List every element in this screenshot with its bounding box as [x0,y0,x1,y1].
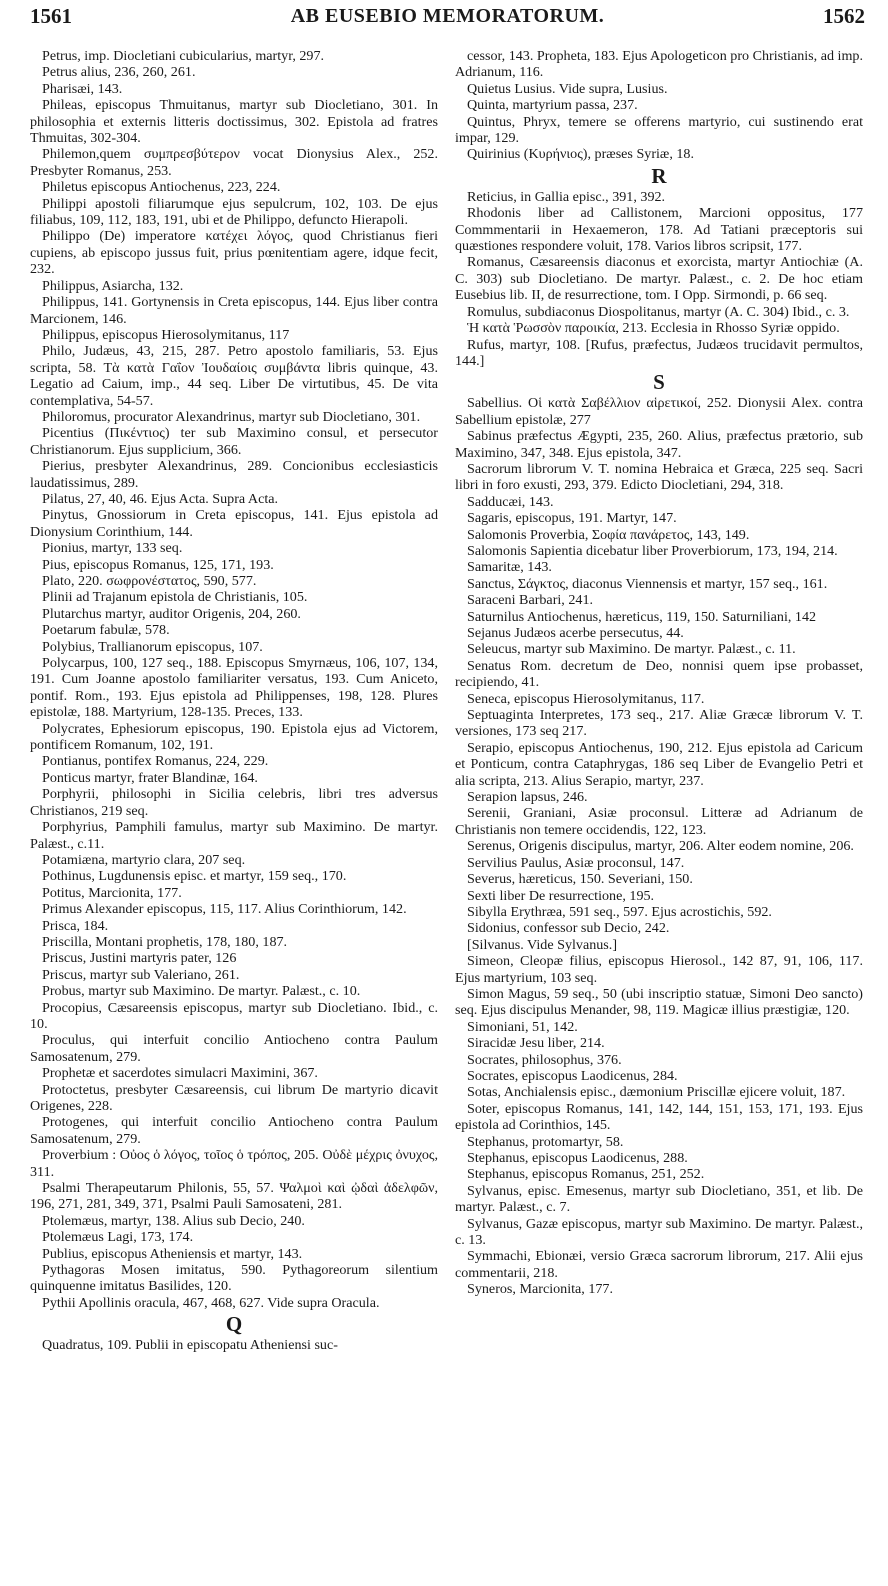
index-entry: Servilius Paulus, Asiæ proconsul, 147. [467,854,685,871]
index-entry: Poetarum fabulæ, 578. [42,622,170,639]
index-entry: Sabellius. Οἱ κατὰ Σαβέλλιον αἱρετικοί, 252. Dionysii Alex. contra Sabellium epistolæ, 277 [455,395,863,428]
index-entry: Pythii Apollinis oracula, 467, 468, 627. Vide supra Oracula. [42,1294,380,1311]
index-entry: Prisca, 184. [42,917,109,934]
index-entry: Siracidæ Jesu liber, 214. [467,1035,605,1052]
left-column [30,48,438,1354]
index-entry: Quirinius (Κυρήνιος), præses Syriæ, 18. [467,146,695,163]
index-entry: Salomonis Sapientia dicebatur liber Proverbiorum, 173, 194, 214. [467,542,838,559]
index-entry: Serapion lapsus, 246. [467,789,588,806]
index-entry: Procopius, Cæsareensis episcopus, martyr sub Diocletiano. Ibid., c. 10. [30,999,438,1032]
index-entry: Polybius, Trallianorum episcopus, 107. [42,638,263,655]
index-entry: Sotas, Anchialensis episc., dæmonium Priscillæ ejicere voluit, 187. [467,1084,846,1101]
index-entry: Pothinus, Lugdunensis episc. et martyr, 159 seq., 170. [42,868,347,885]
index-entry: Priscilla, Montani prophetis, 178, 180, 187. [42,933,288,950]
index-entry: Plutarchus martyr, auditor Origenis, 204, 260. [42,605,301,622]
index-entry: Petrus alius, 236, 260, 261. [42,64,196,81]
index-entry: Pius, episcopus Romanus, 125, 171, 193. [42,556,274,573]
index-entry: Quadratus, 109. Publii in episcopatu Atheniensi suc- [42,1337,338,1354]
index-entry: Seleucus, martyr sub Maximino. De martyr. Palæst., c. 11. [467,641,796,658]
index-entry: Petrus, imp. Diocletiani cubicularius, martyr, 297. [42,48,325,64]
index-entry: Ἡ κατὰ Ῥωσσὸν παροικία, 213. Ecclesia in Rhosso Syriæ oppido. [467,320,840,337]
index-entry: Socrates, philosophus, 376. [467,1051,622,1068]
index-entry: Sejanus Judæos acerbe persecutus, 44. [467,625,684,641]
index-entry: Ptolemæus Lagi, 173, 174. [42,1229,194,1246]
index-entry: Pilatus, 27, 40, 46. Ejus Acta. Supra Acta. [42,490,279,507]
index-entry: Plinii ad Trajanum epistola de Christianis, 105. [42,589,308,606]
running-title: AB EUSEBIO MEMORATORUM. [290,5,605,27]
section-letter: Q [225,1312,243,1337]
index-entry: Symmachi, Ebionæi, versio Græca sacrorum librorum, 217. Alii ejus commentarii, 218. [455,1248,863,1281]
index-entry: Severus, hæreticus, 150. Severiani, 150. [467,871,693,888]
index-entry: Sibylla Erythræa, 591 seq., 597. Ejus acrostichis, 592. [467,903,772,920]
index-entry: Reticius, in Gallia episc., 391, 392. [467,188,666,205]
index-entry: Pharisæi, 143. [42,80,123,97]
index-entry: Serapio, episcopus Antiochenus, 190, 212. Ejus epistola ad Caricum et Ponticum, contra Cataphrygas, 186 seq Liber de Evangelio Petri et alia scripta, 213. Alius Serapio, martyr, 237. [455,739,863,789]
index-entry: Porphyrius, Pamphili famulus, martyr sub Maximino. De martyr. Palæst., c.11. [30,819,438,852]
index-entry: Porphyrii, philosophi in Sicilia celebris, libri tres adversus Christianos, 219 seq. [30,786,438,819]
index-entry: Sadducæi, 143. [467,493,554,510]
index-entry: Romulus, subdiaconus Diospolitanus, martyr (A. C. 304) Ibid., c. 3. [467,303,850,320]
index-entry: Saraceni Barbari, 241. [467,592,594,609]
index-entry: Philoromus, procurator Alexandrinus, martyr sub Diocletiano, 301. [42,408,421,425]
index-entry: Protoctetus, presbyter Cæsareensis, cui librum De martyrio dicavit Origenes, 228. [30,1081,438,1114]
index-entry: Sagaris, episcopus, 191. Martyr, 147. [467,510,677,527]
index-entry: Philippi apostoli filiarumque ejus sepulcrum, 102, 103. De ejus filiabus, 109, 112, 183, 191, ubi et de Philippo, defuncto Hierapoli. [30,195,438,229]
index-entry: Polycrates, Ephesiorum episcopus, 190. Epistola ejus ad Victorem, pontificem Romanum, 102, 191. [30,720,438,754]
index-entry: Sylvanus, Gazæ episcopus, martyr sub Maximino. De martyr. Palæst., c. 13. [455,1215,863,1249]
index-entry: Philetus episcopus Antiochenus, 223, 224. [42,179,281,196]
index-entry: Sylvanus, episc. Emesenus, martyr sub Diocletiano, 351, et lib. De martyr. Palæst., c. 7. [455,1182,863,1216]
index-entry: Potamiæna, martyrio clara, 207 seq. [42,851,246,868]
index-entry: Quietus Lusius. Vide supra, Lusius. [467,80,668,97]
index-entry: Pionius, martyr, 133 seq. [42,540,183,557]
index-entry: Pierius, presbyter Alexandrinus, 289. Concionibus ecclesiasticis laudatissimus, 289. [30,458,438,491]
index-entry: Proculus, qui interfuit concilio Antiocheno contra Paulum Samosatenum, 279. [30,1032,438,1065]
index-entry: Polycarpus, 100, 127 seq., 188. Episcopus Smyrnæus, 106, 107, 134, 191. Cum Joanne apostolo familiariter versatus, 193. Cum Aniceto, pontif. Rom., 193. Ejus epistola ad Philippenses, 198, 128. Plures epistolæ, 188. Martyrium, 128-135. Preces, 133. [30,655,438,721]
index-entry: Simoniani, 51, 142. [467,1018,578,1035]
index-entry: Prophetæ et sacerdotes simulacri Maximini, 367. [42,1065,318,1082]
index-entry: Rufus, martyr, 108. [Rufus, præfectus, Judæos trucidavit permultos, 144.] [455,336,863,369]
index-entry: Senatus Rom. decretum de Deo, nonnisi quem ipse probasset, recipiendo, 41. [455,657,863,691]
index-entry: Philippus, Asiarcha, 132. [42,277,184,294]
index-entry: Phileas, episcopus Thmuitanus, martyr sub Diocletiano, 301. In philosophia et externis litteris doctissimus, 302. Epistola ad fratres Thmuitas, 302-304. [30,97,438,147]
index-entry: Stephanus, episcopus Laodicenus, 288. [467,1150,688,1166]
index-entry: Samaritæ, 143. [467,559,552,576]
page-number-right: 1562 [823,4,865,28]
index-entry: Seneca, episcopus Hierosolymitanus, 117. [467,690,705,707]
index-entry: Stephanus, protomartyr, 58. [467,1133,624,1150]
index-entry: Syneros, Marcionita, 177. [467,1281,614,1298]
index-entry: Pinytus, Gnossiorum in Creta episcopus, 141. Ejus epistola ad Dionysium Corinthium, 144. [30,507,438,540]
index-entry: Plato, 220. σωφρονέστατος, 590, 577. [42,573,257,589]
index-entry: Romanus, Cæsareensis diaconus et exorcista, martyr Antiochiæ (A. C. 303) sub Diocletiano. De martyr. Palæst., c. 2. De hoc etiam Eusebius lib. II, de resurrectione, tom. I Opp. Sirmondi, p. 66 seq. [455,254,863,304]
section-letter: R [651,163,667,188]
index-entry: Priscus, Justini martyris pater, 126 [42,950,237,967]
index-entry: Soter, episcopus Romanus, 141, 142, 144, 151, 153, 171, 193. Ejus epistola ad Corinthios, 145. [455,1100,863,1134]
index-entry: Serenii, Graniani, Asiæ proconsul. Litteræ ad Adrianum de Christianis non temere occidendis, 122, 123. [455,805,863,838]
section-letter: S [653,370,665,395]
index-entry: Ptolemæus, martyr, 138. Alius sub Decio, 240. [42,1212,305,1229]
index-entry: Proverbium : Οὐος ὁ λόγος, τοῖος ὁ τρόπος, 205. Οὐδὲ μέχρις ὀνυχος, 311. [30,1147,438,1180]
index-entry: Philemon,quem συμπρεσβύτερον vocat Dionysius Alex., 252. Presbyter Romanus, 253. [30,146,438,179]
index-entry: Sexti liber De resurrectione, 195. [467,887,655,904]
index-entry: Simeon, Cleopæ filius, episcopus Hierosol., 142 87, 91, 106, 117. Ejus martyrium, 103 seq. [455,953,863,986]
index-entry: Sacrorum librorum V. T. nomina Hebraica et Græca, 225 seq. Sacri libri in foro exusti, 293, 379. Edicto Diocletiani, 294, 318. [455,460,863,494]
right-column [455,48,863,1298]
index-entry: Psalmi Therapeutarum Philonis, 55, 57. Ψαλμοὶ καὶ ᾠδαὶ ἀδελφῶν, 196, 271, 281, 349, 371, Psalmi Pauli Samosateni, 281. [30,1180,438,1213]
index-entry: Sabinus præfectus Ægypti, 235, 260. Alius, præfectus prætorio, sub Maximino, 347, 348. Ejus epistola, 347. [455,428,863,461]
index-entry: Sidonius, confessor sub Decio, 242. [467,920,670,937]
index-entry: Primus Alexander episcopus, 115, 117. Alius Corinthiorum, 142. [42,901,407,918]
page-number-left: 1561 [30,4,72,28]
page-header [30,4,865,34]
index-entry: Pontianus, pontifex Romanus, 224, 229. [42,753,269,770]
index-entry: cessor, 143. Propheta, 183. Ejus Apologeticon pro Christianis, ad imp. Adrianum, 116. [455,48,863,81]
index-entry: [Silvanus. Vide Sylvanus.] [467,936,618,953]
index-entry: Potitus, Marcionita, 177. [42,884,182,901]
index-entry: Rhodonis liber ad Callistonem, Marcioni oppositus, 177 Commmentarii in Hexaemeron, 178. Ad Tatiani præceptoris sui quæstiones respondere voluit, 178. Varios libros scripsit, 177. [455,205,863,255]
index-entry: Simon Magus, 59 seq., 50 (ubi inscriptio statuæ, Simoni Deo sancto) seq. Ejus discipulus Menander, 98, 119. Magicæ illius præstigiæ, 120. [455,985,863,1019]
index-entry: Stephanus, episcopus Romanus, 251, 252. [467,1166,705,1183]
index-entry: Philo, Judæus, 43, 215, 287. Petro apostolo familiaris, 53. Ejus scripta, 58. Τὰ κατὰ Γαΐον Ἰουδαίοις συμβάντα libris quinque, 43. Legatio ad Caium, imp., 44 seq. Liber De virtutibus, 45. De vita contemplativa, 54-57. [30,343,438,409]
index-entry: Philippus, 141. Gortynensis in Creta episcopus, 144. Ejus liber contra Marcionem, 146. [30,294,438,327]
index-entry: Picentius (Πικέντιος) ter sub Maximino consul, et persecutor Christianorum. Ejus supplicium, 366. [30,425,438,458]
index-entry: Serenus, Origenis discipulus, martyr, 206. Alter eodem nomine, 206. [467,838,854,855]
index-entry: Pythagoras Mosen imitatus, 590. Pythagoreorum silentium quinquenne imitatus Basilides, 120. [30,1262,438,1295]
index-entry: Saturnilus Antiochenus, hæreticus, 119, 150. Saturniliani, 142 [467,608,817,625]
index-entry: Publius, episcopus Atheniensis et martyr, 143. [42,1245,303,1262]
index-entry: Septuaginta Interpretes, 173 seq., 217. Aliæ Græcæ librorum V. T. versiones, 173 seq 217. [455,707,863,740]
index-entry: Probus, martyr sub Maximino. De martyr. Palæst., c. 10. [42,983,361,1000]
index-entry: Quinta, martyrium passa, 237. [467,97,638,114]
index-entry: Quintus, Phryx, temere se offerens martyrio, cui sustinendo erat impar, 129. [455,113,863,147]
index-entry: Ponticus martyr, frater Blandinæ, 164. [42,769,258,786]
index-entry: Protogenes, qui interfuit concilio Antiocheno contra Paulum Samosatenum, 279. [30,1114,438,1147]
index-entry: Socrates, episcopus Laodicenus, 284. [467,1067,678,1084]
index-entry: Priscus, martyr sub Valeriano, 261. [42,966,240,983]
index-entry: Philippus, episcopus Hierosolymitanus, 117 [42,326,290,343]
index-entry: Salomonis Proverbia, Σοφία πανάρετος, 143, 149. [467,526,750,543]
index-entry: Sanctus, Σάγκτος, diaconus Viennensis et martyr, 157 seq., 161. [467,575,828,592]
index-entry: Philippo (De) imperatore κατέχει λόγος, quod Christianus fieri cupiens, ab episcopo jussus fuit, prius pœnitentiam agere, idque fecit, 232. [30,228,438,278]
